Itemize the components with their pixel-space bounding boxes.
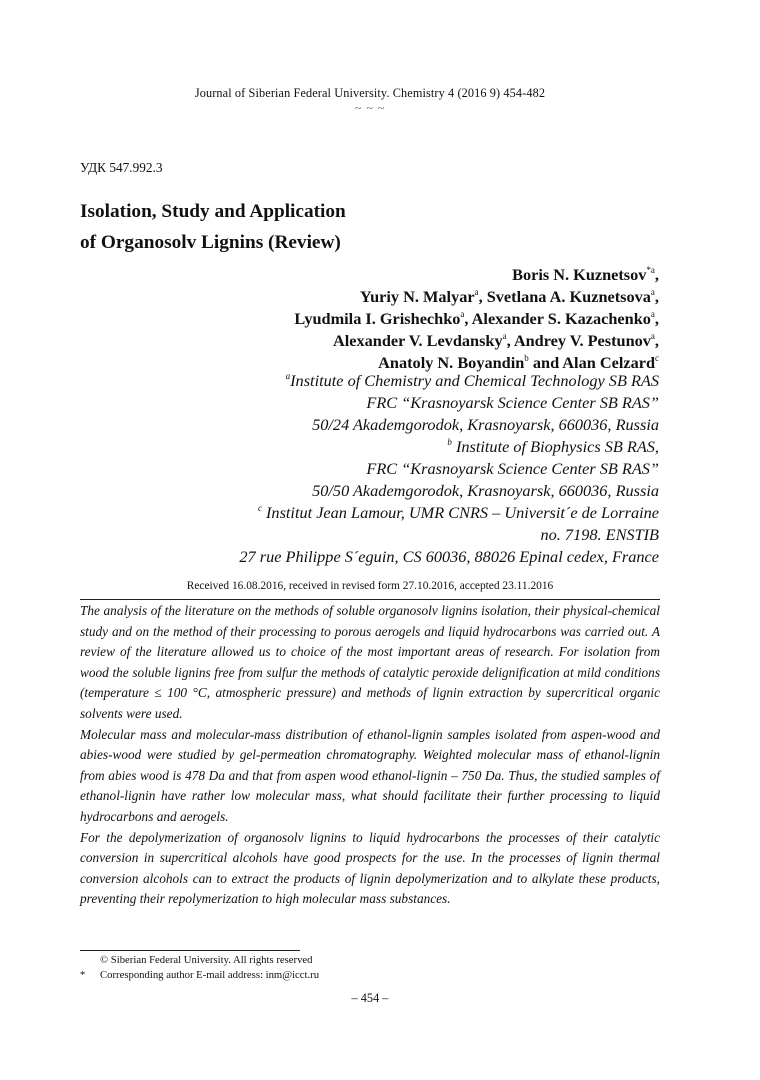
footnotes	[80, 953, 319, 983]
author-separator: ,	[654, 331, 659, 350]
author-name: Lyudmila I. Grishechko	[294, 309, 461, 328]
affiliation-b-line-1	[99, 436, 659, 458]
abstract	[80, 601, 660, 910]
title-line-2: of Organosolv Lignins (Review)	[80, 232, 341, 253]
author-separator: ,	[654, 309, 659, 328]
title-line-1: Isolation, Study and Application	[80, 201, 346, 222]
affiliation-mark: b	[447, 437, 452, 447]
affiliation-c-line-3: 27 rue Philippe S´eguin, CS 60036, 88026 Epinal cedex, France	[239, 547, 659, 566]
affiliation-text: Institut Jean Lamour, UMR CNRS – Universit´e de Lorraine	[261, 503, 659, 522]
author-name: Svetlana A. Kuznetsova	[486, 287, 651, 306]
author-separator: ,	[464, 309, 469, 328]
affiliation-mark: c	[257, 503, 262, 513]
author-name: Boris N. Kuznetsov	[512, 265, 647, 284]
affiliation-c-line-2: no. 7198. ENSTIB	[540, 525, 659, 544]
abstract-paragraph-1: The analysis of the literature on the methods of soluble organosolv lignins isolation, their physical-chemical study and on the method of their processing to porous aerogels and liquid hydrocarbons was carried out. A review of the literature allowed us to choice of the most important areas of research. For isolation from wood the soluble lignins free from sulfur the methods of catalytic peroxide delignification at mild conditions (temperature ≤ 100 °C, atmospheric pressure) and methods of lignin extraction by supercritical organic solvents were used.	[80, 603, 660, 721]
author-affiliation-mark: a	[650, 287, 655, 297]
journal-header: Journal of Siberian Federal University. Chemistry 4 (2016 9) 454-482	[194, 86, 546, 100]
abstract-top-rule	[80, 599, 660, 600]
author-name: Anatoly N. Boyandin	[378, 353, 525, 372]
footnote-corresponding	[80, 968, 319, 983]
udc-code: УДК 547.992.3	[80, 160, 163, 175]
author-affiliation-mark: a	[460, 309, 465, 319]
footnote-mark	[80, 953, 100, 968]
author-line-4	[99, 330, 659, 352]
article-title	[80, 196, 346, 258]
author-affiliation-mark: a	[502, 331, 507, 341]
author-affiliation-mark: a	[650, 331, 655, 341]
affiliation-a-line-1	[99, 370, 659, 392]
author-line-1	[99, 264, 659, 286]
author-name: Andrey V. Pestunov	[513, 331, 651, 350]
footnote-mark: *	[80, 969, 86, 981]
page-number: – 454 –	[351, 991, 389, 1005]
author-separator: ,	[478, 287, 483, 306]
author-name: Alexander V. Levdansky	[332, 331, 503, 350]
abstract-paragraph-3: For the depolymerization of organosolv lignins to liquid hydrocarbons the processes of their catalytic conversion in supercritical alcohols have good prospects for the use. In the processes of lignin thermal conversion alcohols can to extract the products of lignin depolymerization and to alkylate these products, preventing their repolymerization to high molecular mass substances.	[80, 829, 660, 907]
author-affiliation-mark: b	[524, 353, 529, 363]
corresponding-author-text: Corresponding author E-mail address: inm@icct.ru	[100, 969, 320, 981]
footnote-rule	[80, 950, 300, 951]
affiliation-c-line-1	[99, 502, 659, 524]
author-separator: and	[528, 353, 560, 372]
affiliation-b-line-2: FRC “Krasnoyarsk Science Center SB RAS”	[366, 459, 659, 478]
author-line-2	[99, 286, 659, 308]
affiliation-a-line-2: FRC “Krasnoyarsk Science Center SB RAS”	[366, 393, 659, 412]
author-affiliation-mark: c	[655, 353, 659, 363]
author-line-3	[99, 308, 659, 330]
author-affiliation-mark: a	[650, 309, 655, 319]
abstract-paragraph-2: Molecular mass and molecular-mass distribution of ethanol-lignin samples isolated from aspen-wood and abies-wood were studied by gel-permeation chromatography. Weighted molecular mass of ethanol-lignin from abies wood is 478 Da and that from aspen wood ethanol-lignin – 750 Da. Thus, the studied samples of ethanol-lignin have rather low molecular mass, what should facilitate their further processing to liquid hydrocarbons and aerogels.	[80, 726, 660, 824]
author-separator: ,	[506, 331, 511, 350]
received-dates: Received 16.08.2016, received in revised form 27.10.2016, accepted 23.11.2016	[186, 580, 554, 592]
header-ornament: ~ ~ ~	[354, 101, 386, 115]
author-separator: ,	[654, 265, 659, 284]
affiliation-a-line-3: 50/24 Akademgorodok, Krasnoyarsk, 660036, Russia	[312, 415, 659, 434]
affiliation-text: Institute of Chemistry and Chemical Technology SB RAS	[290, 371, 659, 390]
affiliations	[99, 370, 659, 568]
affiliation-mark: a	[285, 371, 291, 381]
footnote-copyright	[80, 953, 319, 968]
author-name: Alan Celzard	[562, 353, 655, 372]
author-list	[99, 264, 659, 374]
author-separator: ,	[654, 287, 659, 306]
author-affiliation-mark: *a	[646, 265, 655, 275]
affiliation-text: Institute of Biophysics SB RAS,	[451, 437, 659, 456]
author-affiliation-mark: a	[474, 287, 479, 297]
author-name: Alexander S. Kazachenko	[471, 309, 651, 328]
affiliation-b-line-3: 50/50 Akademgorodok, Krasnoyarsk, 660036, Russia	[312, 481, 659, 500]
author-name: Yuriy N. Malyar	[359, 287, 475, 306]
copyright-text: © Siberian Federal University. All rights reserved	[100, 954, 313, 966]
